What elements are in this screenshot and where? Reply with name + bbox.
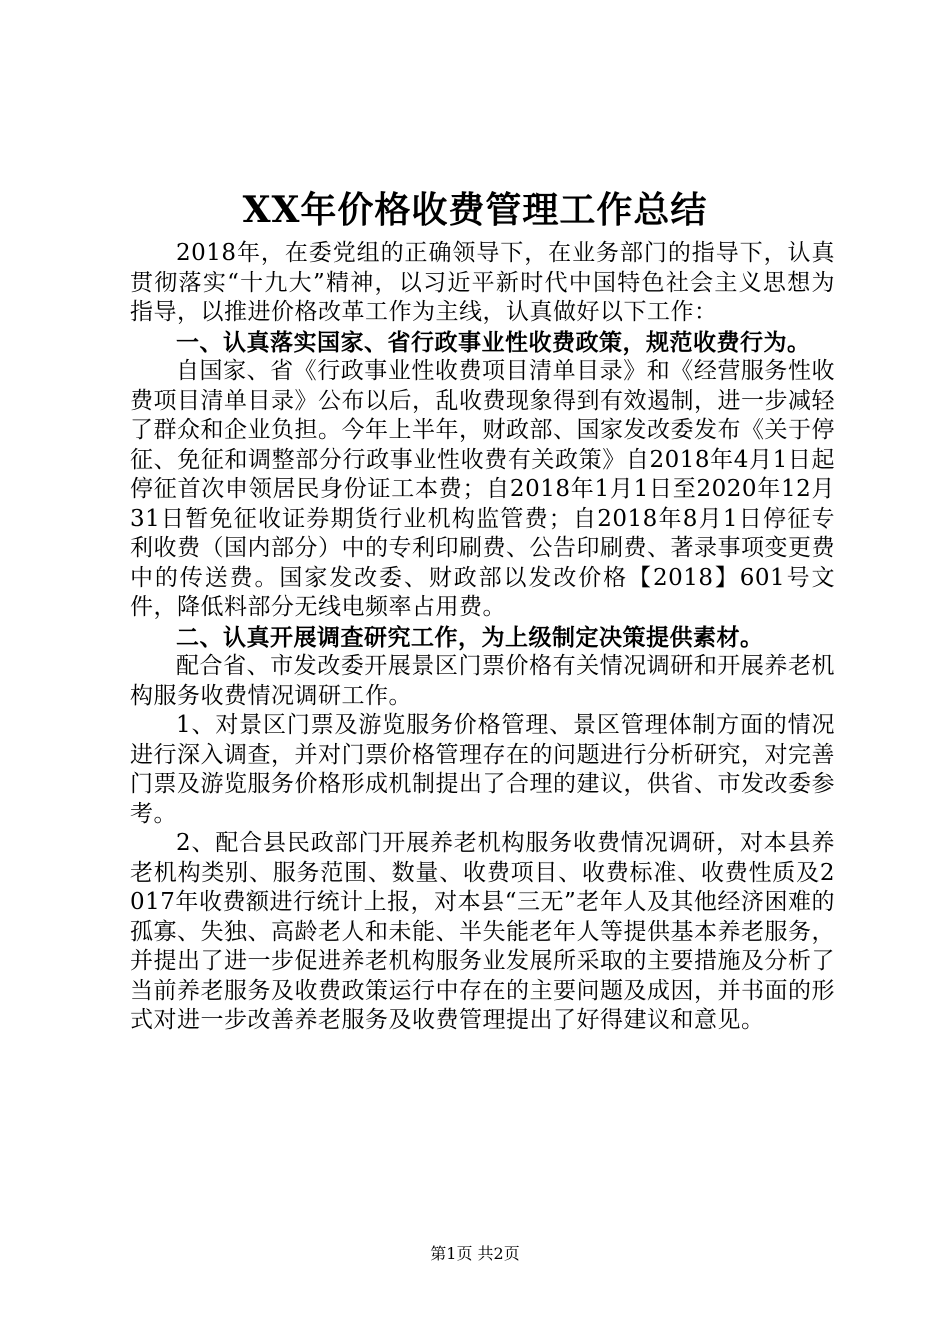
section-heading-1: 一、认真落实国家、省行政事业性收费政策，规范收费行为。 [176, 328, 811, 356]
document-body [130, 239, 835, 1036]
section-2-item-2: 2、配合县民政部门开展养老机构服务收费情况调研，对本县养老机构类别、服务范围、数量、收费项目、收费标准、收费性质及2017年收费额进行统计上报，对本县“三无”老年人及其他经济困难的孤寡、失独、高龄老人和未能、半失能老年人等提供基本养老服务，并提出了进一步促进养老机构服务业发展所采取的主要措施及分析了当前养老服务及收费政策运行中存在的主要问题及成因，并书面的形式对进一步改善养老服务及收费管理提出了好得建议和意见。 [130, 830, 835, 1033]
section-heading-2: 二、认真开展调查研究工作，为上级制定决策提供素材。 [176, 623, 764, 651]
intro-paragraph: 2018年，在委党组的正确领导下，在业务部门的指导下，认真贯彻落实“十九大”精神，以习近平新时代中国特色社会主义思想为指导，以推进价格改革工作为主线，认真做好以下工作： [130, 240, 835, 325]
document-title: XX年价格收费管理工作总结 [242, 189, 708, 231]
section-2-intro-paragraph: 配合省、市发改委开展景区门票价格有关情况调研和开展养老机构服务收费情况调研工作。 [130, 653, 835, 709]
section-1-paragraph: 自国家、省《行政事业性收费项目清单目录》和《经营服务性收费项目清单目录》公布以后，乱收费现象得到有效遏制，进一步减轻了群众和企业负担。今年上半年，财政部、国家发改委发布《关于停征、免征和调整部分行政事业性收费有关政策》自2018年4月1日起停征首次申领居民身份证工本费；自2018年1月1日至2020年12月31日暂免征收证券期货行业机构监管费；自2018年8月1日停征专利收费（国内部分）中的专利印刷费、公告印刷费、著录事项变更费中的传送费。国家发改委、财政部以发改价格【2018】601号文件，降低料部分无线电频率占用费。 [130, 358, 835, 620]
page-footer: 第1页 共2页 [430, 1244, 520, 1263]
section-2-item-1: 1、对景区门票及游览服务价格管理、景区管理体制方面的情况进行深入调查，并对门票价格管理存在的问题进行分析研究，对完善门票及游览服务价格形成机制提出了合理的建议，供省、市发改委参考。 [130, 712, 835, 827]
